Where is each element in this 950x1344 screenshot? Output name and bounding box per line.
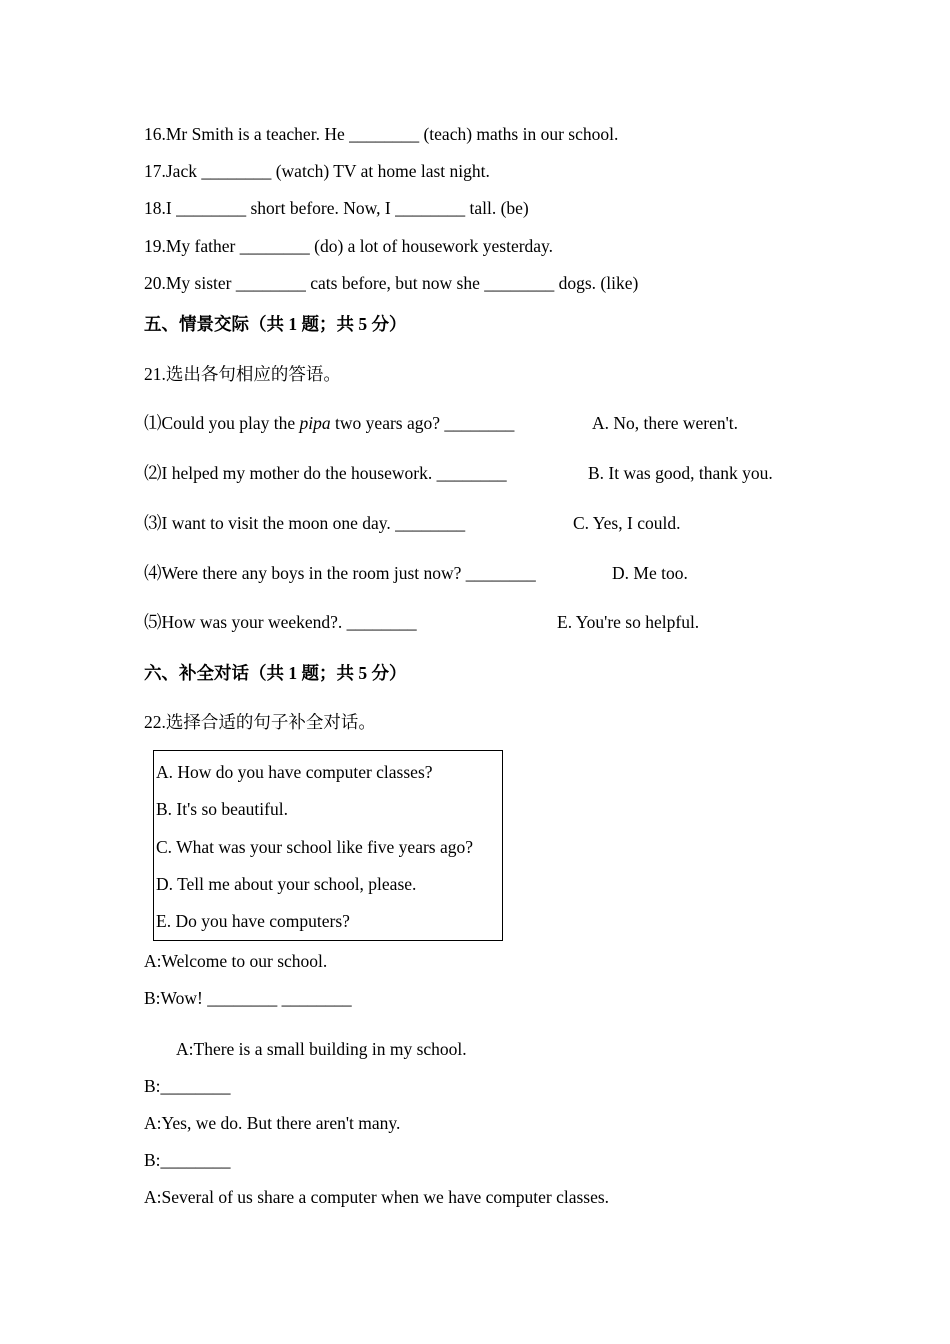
option-b: B. It's so beautiful.: [156, 799, 288, 819]
match-item-2: ⑵I helped my mother do the housework. ________: [144, 463, 507, 483]
dialogue-line-2: B:Wow! ________ ________: [144, 988, 352, 1008]
question-20: 20.My sister ________ cats before, but now she ________ dogs. (like): [144, 273, 639, 293]
question-18: 18.I ________ short before. Now, I ________ tall. (be): [144, 198, 529, 218]
option-d: D. Tell me about your school, please.: [156, 874, 417, 894]
dialogue-line-7: A:Several of us share a computer when we have computer classes.: [144, 1187, 610, 1207]
question-22-instruction: 22.选择合适的句子补全对话。: [144, 712, 376, 732]
match-item-1-prefix: ⑴Could you play the: [144, 413, 300, 433]
option-e: E. Do you have computers?: [156, 911, 350, 931]
match-item-4: ⑷Were there any boys in the room just now? ________: [144, 563, 536, 583]
section-6-heading: 六、补全对话（共 1 题；共 5 分）: [144, 663, 407, 683]
match-item-5: ⑸How was your weekend?. ________: [144, 612, 417, 632]
dialogue-line-6: B:________: [144, 1150, 231, 1170]
match-item-3: ⑶I want to visit the moon one day. ________: [144, 513, 466, 533]
match-item-1-suffix: two years ago? ________: [330, 413, 515, 433]
option-a: A. How do you have computer classes?: [156, 762, 433, 782]
dialogue-line-1: A:Welcome to our school.: [144, 951, 328, 971]
dialogue-line-3: A:There is a small building in my school.: [176, 1039, 467, 1059]
match-answer-c: C. Yes, I could.: [573, 513, 681, 533]
match-item-1-italic: pipa: [299, 413, 331, 433]
section-5-heading: 五、情景交际（共 1 题；共 5 分）: [144, 314, 407, 334]
question-19: 19.My father ________ (do) a lot of housework yesterday.: [144, 236, 554, 256]
match-item-1: [144, 412, 514, 434]
match-answer-a: A. No, there weren't.: [592, 413, 739, 433]
match-answer-e: E. You're so helpful.: [557, 612, 700, 632]
dialogue-line-5: A:Yes, we do. But there aren't many.: [144, 1113, 401, 1133]
question-16: 16.Mr Smith is a teacher. He ________ (teach) maths in our school.: [144, 124, 619, 144]
dialogue-line-4: B:________: [144, 1076, 231, 1096]
options-box: [153, 750, 503, 941]
option-c: C. What was your school like five years ago?: [156, 837, 474, 857]
question-21-instruction: 21.选出各句相应的答语。: [144, 364, 341, 384]
match-answer-d: D. Me too.: [612, 563, 688, 583]
question-17: 17.Jack ________ (watch) TV at home last night.: [144, 161, 490, 181]
match-answer-b: B. It was good, thank you.: [588, 463, 773, 483]
